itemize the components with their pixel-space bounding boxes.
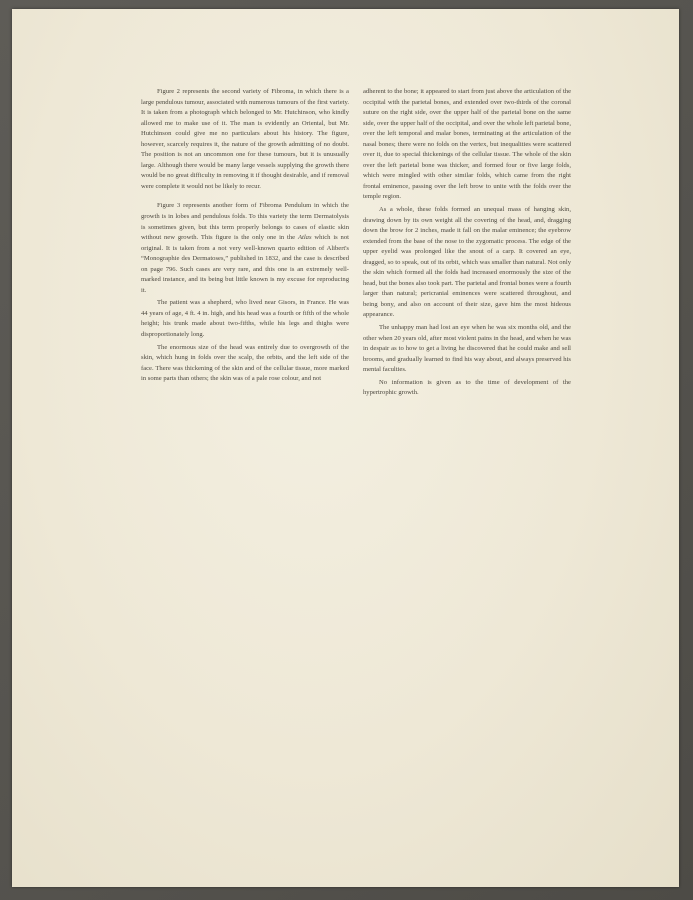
- paragraph-patient: The patient was a shepherd, who lived near Gisors, in France. He was 44 years of age, 4 ft. 4 in. high, and his head was a fourth or fifth of the whole height; his trunk made about two-fifths, while his legs and thighs were disproportionately long.: [141, 299, 349, 339]
- paragraph-figure-2: Figure 2 represents the second variety of Fibroma, in which there is a large pendulous tumour, associated with numerous tumours of the first variety. It is taken from a photograph which belonged to Mr. Hutchinson, who kindly allowed me to make use of it. The man is evidently an Oriental, but Mr. Hutchinson could give me no particulars about his history. The figure, however, scarcely requires it, the nature of the growth admitting of no doubt. The position is not an uncommon one for these tumours, but it is unusually large. Although there would be many large vessels supplying the growth there would be no great difficulty in removing it if thought desirable, and if removal were complete it would not be likely to recur.: [141, 88, 349, 190]
- paragraph-adherent: adherent to the bone; it appeared to start from just above the articulation of the occipital with the parietal bones, and extended over two-thirds of the coronal suture on the right side, over the upper half of the parietal bone on the same side, over the upper half of the occipital, and over the whole left parietal bone, over the left temporal and malar bones, terminating at the articulation of the nasal bones; there were no folds on the vertex, but inequalities were scattered over it, due to special thickenings of the cellular tissue. The whole of the skin over the left parietal bone was thicker, and formed four or five large folds, which were mingled with other similar folds, which came from the right frontal eminence, passing over the left brow to unite with the folds over the temple region.: [363, 88, 571, 201]
- left-text-column: [141, 87, 349, 385]
- paragraph-folds: As a whole, these folds formed an unequal mass of hanging skin, drawing down by its own weight all the covering of the head, and, dragging down the brow for 2 inches, made it fall on the malar eminence; the eyebrow extended from the base of the nose to the zygomatic process. The edge of the upper eyelid was prolonged like the snout of a carp. It covered an eye, dragged, so to speak, out of its orbit, which was smaller than natural. Not only the skin which formed all the folds had increased enormously the size of the head, but the bones also took part. The parietal and frontal bones were a fourth larger than natural; pericranial eminences were scattered throughout, and being bony, and also on account of their size, gave him the most hideous appearance.: [363, 206, 571, 319]
- page-sheet: [12, 9, 679, 887]
- paragraph-unhappy-man: The unhappy man had lost an eye when he was six months old, and the other when 20 years old, after most violent pains in the head, and when he was in despair as to how to get a living he discovered that he could make and sell brooms, and gradually learned to find his way about, and always preserved his mental faculties.: [363, 324, 571, 374]
- paragraph-no-information: No information is given as to the time of development of the hypertrophic growth.: [363, 378, 571, 397]
- paragraph-figure-3: [141, 201, 349, 296]
- paragraph-head-size: The enormous size of the head was entirely due to overgrowth of the skin, which hung in folds over the scalp, the orbits, and the left side of the face. There was thickening of the skin and of the cellular tissue, more marked in some parts than others; the skin was of a pale rose colour, and not: [141, 343, 349, 383]
- paragraph-figure-3-continued: which is not original. It is taken from a not very well-known quarto edition of Alibert's “Monographie des Dermatoses,” published in 1832, and the case is described on page 796. Such cases are very rare, and this one is an extremely well-marked instance, and its being but little known is my excuse for reproducing it.: [141, 234, 349, 294]
- paragraph-figure-3-text: Figure 3 represents another form of Fibroma Pendulum in which the growth is in lobes and pendulous folds. To this variety the term Dermatolysis is sometimes given, but this term properly belongs to cases of elastic skin without new growth. This figure is the only one in the: [141, 202, 349, 242]
- right-text-column: [363, 87, 571, 399]
- atlas-italic: Atlas: [297, 234, 312, 242]
